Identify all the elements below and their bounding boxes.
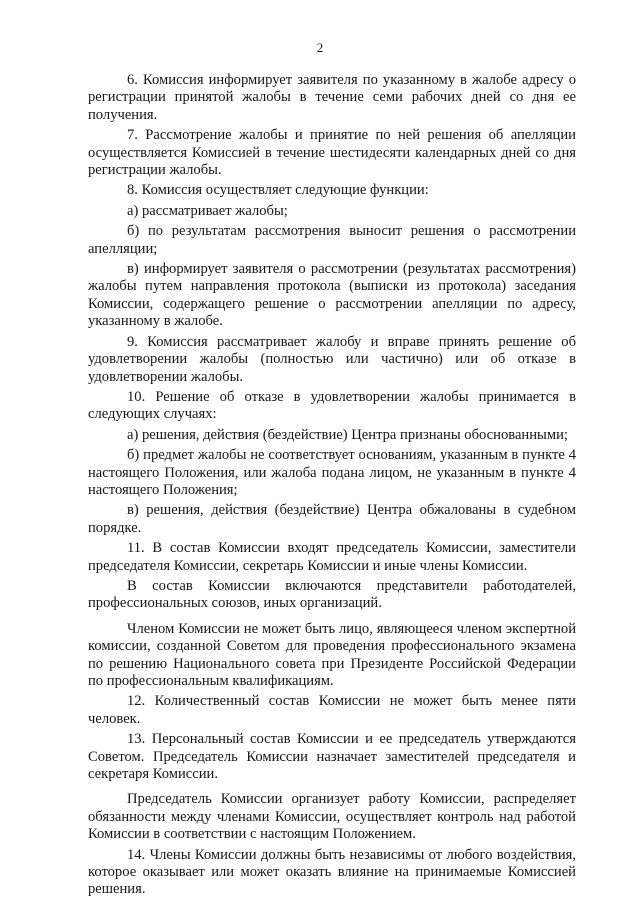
- paragraph-item-9: 9. Комиссия рассматривает жалобу и вправе принять решение об удовлетворении жалобы (полностью или частично) или об отказе в удовлетворении жалобы.: [88, 333, 576, 385]
- subitem-8v: в) информирует заявителя о рассмотрении (результатах рассмотрения) жалобы путем направления протокола (выписки из протокола) заседания Комиссии, содержащего решение о рассмотрении апелляции по адресу, указанному в жалобе.: [88, 261, 576, 330]
- paragraph-membership-restriction: Членом Комиссии не может быть лицо, являющееся членом экспертной комиссии, созданной Советом для проведения профессионального экзамена по решению Национального совета при Президенте Российской Федерации по профессиональным квалификациям.: [88, 620, 576, 689]
- paragraph-item-14: 14. Члены Комиссии должны быть независимы от любого воздействия, которое оказывает или может оказать влияние на принимаемые Комиссией решения.: [88, 846, 576, 898]
- paragraph-item-8: 8. Комиссия осуществляет следующие функции:: [127, 182, 429, 199]
- paragraph-item-10: 10. Решение об отказе в удовлетворении жалобы принимается в следующих случаях:: [88, 388, 576, 423]
- subitem-8a: а) рассматривает жалобы;: [127, 202, 288, 219]
- subitem-10a: а) решения, действия (бездействие) Центра признаны обоснованными;: [127, 426, 568, 443]
- paragraph-item-11: 11. В состав Комиссии входят председатель Комиссии, заместители председателя Комиссии, секретарь Комиссии и иные члены Комиссии.: [88, 540, 576, 574]
- subitem-10b: б) предмет жалобы не соответствует основаниям, указанным в пункте 4 настоящего Положения, или жалоба подана лицом, не указанным в пункте 4 настоящего Положения;: [88, 447, 576, 498]
- paragraph-commission-members: В состав Комиссии включаются представители работодателей, профессиональных союзов, иных организаций.: [88, 577, 576, 612]
- subitem-10v: в) решения, действия (бездействие) Центра обжалованы в судебном порядке.: [88, 502, 576, 536]
- paragraph-chairman-duties: Председатель Комиссии организует работу Комиссии, распределяет обязанности между членами Комиссии, осуществляет контроль над работой Комиссии в соответствии с настоящим Положением.: [88, 791, 576, 843]
- paragraph-item-12: 12. Количественный состав Комиссии не может быть менее пяти человек.: [88, 693, 576, 727]
- paragraph-item-7: 7. Рассмотрение жалобы и принятие по ней решения об апелляции осуществляется Комиссией в течение шестидесяти календарных дней со дня регистрации жалобы.: [88, 127, 576, 179]
- paragraph-item-6: 6. Комиссия информирует заявителя по указанному в жалобе адресу о регистрации принятой жалобы в течение семи рабочих дней со дня ее получения.: [88, 72, 576, 123]
- subitem-8b: б) по результатам рассмотрения выносит решения о рассмотрении апелляции;: [88, 223, 576, 257]
- paragraph-item-13: 13. Персональный состав Комиссии и ее председатель утверждаются Советом. Председатель Комиссии назначает заместителей председателя и секретаря Комиссии.: [88, 731, 576, 783]
- document-body: [88, 72, 576, 899]
- page-number: 2: [316, 40, 324, 55]
